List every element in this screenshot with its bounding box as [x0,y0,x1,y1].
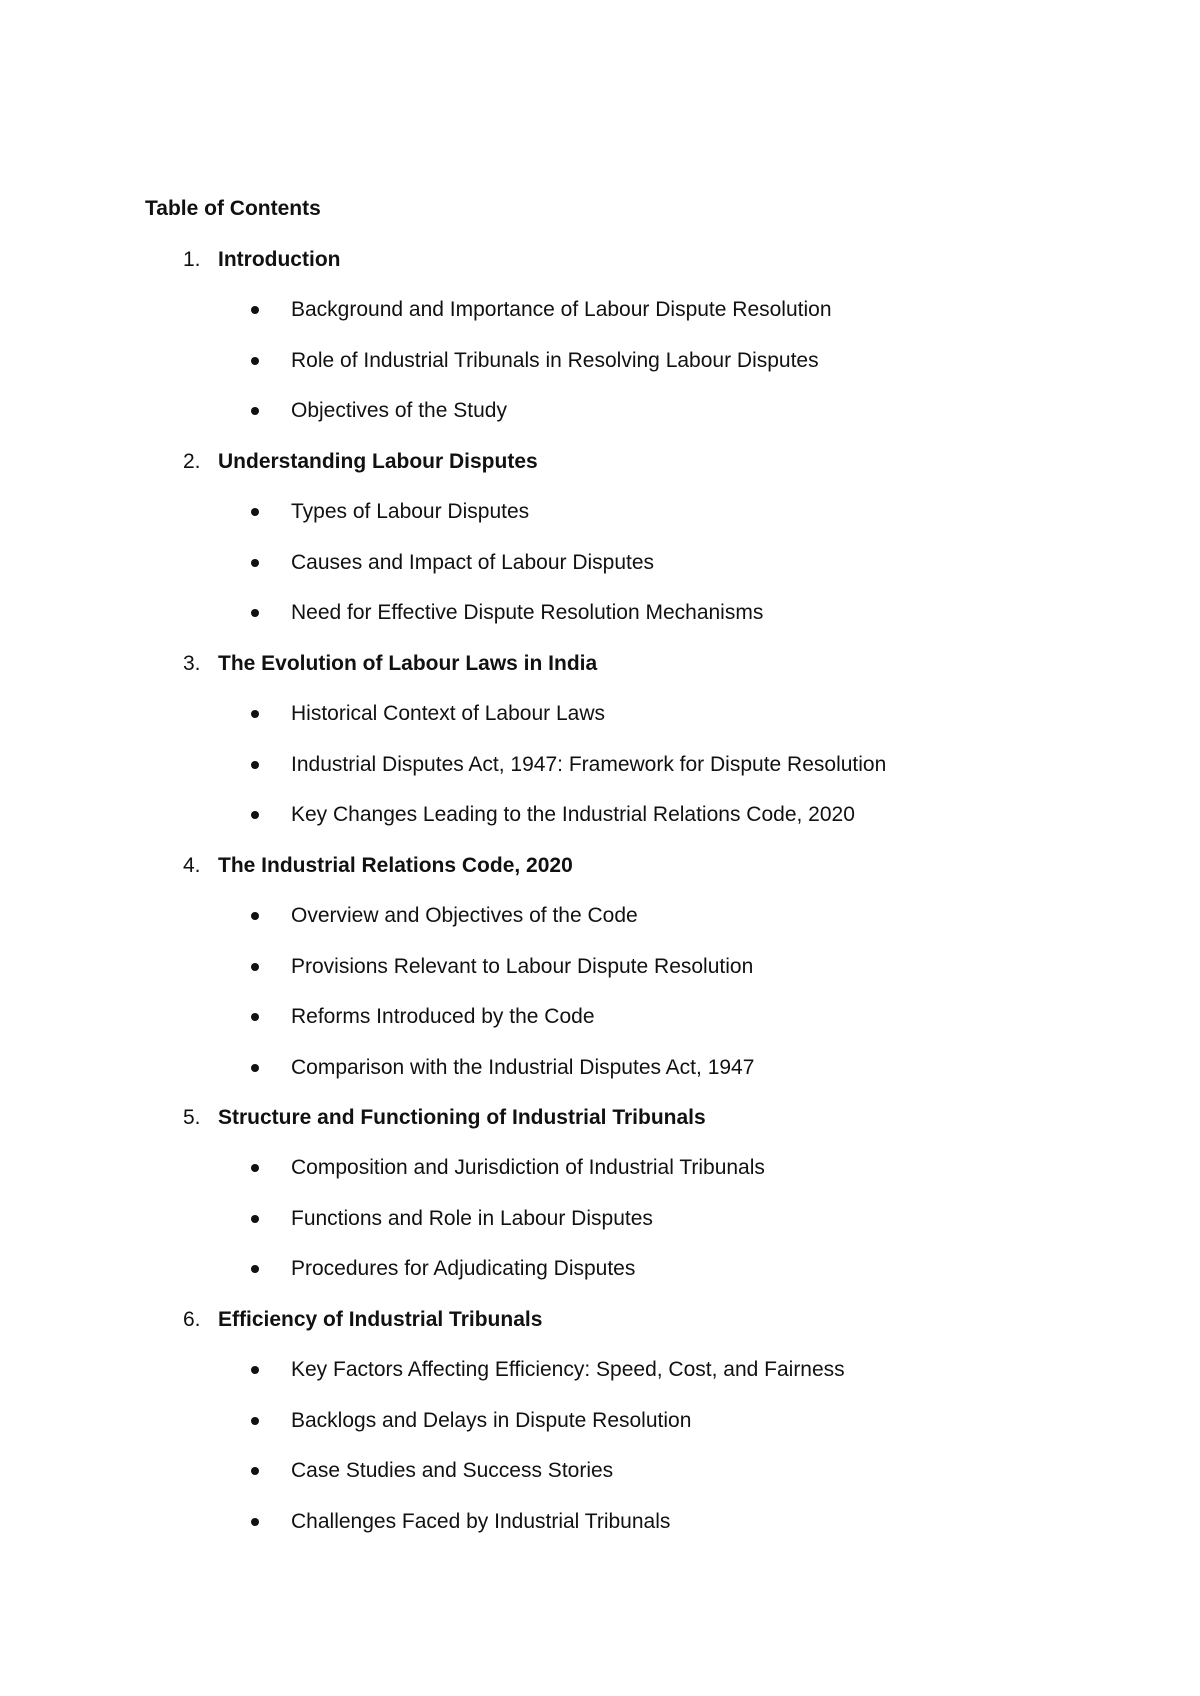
list-item-text: Role of Industrial Tribunals in Resolving Labour Disputes [291,349,819,372]
list-item [0,1458,1200,1484]
section-heading [0,1307,1200,1333]
list-item [0,1206,1200,1232]
list-item [0,1055,1200,1081]
bullet-icon [251,609,259,617]
section-number: 3. [183,652,201,675]
bullet-icon [251,1467,259,1475]
list-item [0,1155,1200,1181]
section-title: The Evolution of Labour Laws in India [218,652,598,675]
list-item [0,1509,1200,1535]
list-item-text: Causes and Impact of Labour Disputes [291,551,655,574]
list-item [0,903,1200,929]
section-number: 1. [183,248,201,271]
list-item-text: Composition and Jurisdiction of Industrial Tribunals [291,1156,765,1179]
bullet-icon [251,1417,259,1425]
list-item-text: Key Factors Affecting Efficiency: Speed, Cost, and Fairness [291,1358,845,1381]
bullet-icon [251,559,259,567]
list-item-text: Industrial Disputes Act, 1947: Framework for Dispute Resolution [291,753,887,776]
list-item [0,1357,1200,1383]
section-heading [0,651,1200,677]
list-item [0,398,1200,424]
list-item [0,297,1200,323]
section-title: Efficiency of Industrial Tribunals [218,1308,543,1331]
list-item [0,550,1200,576]
list-item-text: Backlogs and Delays in Dispute Resolution [291,1409,692,1432]
section-title: Understanding Labour Disputes [218,450,538,473]
section-heading [0,1105,1200,1131]
list-item-text: Historical Context of Labour Laws [291,702,605,725]
bullet-icon [251,1013,259,1021]
list-item [0,752,1200,778]
bullet-icon [251,357,259,365]
list-item-text: Key Changes Leading to the Industrial Relations Code, 2020 [291,803,855,826]
bullet-icon [251,508,259,516]
bullet-icon [251,407,259,415]
toc-title: Table of Contents [145,197,321,220]
list-item-text: Background and Importance of Labour Dispute Resolution [291,298,832,321]
list-item-text: Functions and Role in Labour Disputes [291,1207,653,1230]
list-item [0,1408,1200,1434]
bullet-icon [251,1366,259,1374]
section-title: Structure and Functioning of Industrial Tribunals [218,1106,706,1129]
bullet-icon [251,1265,259,1273]
list-item-text: Types of Labour Disputes [291,500,530,523]
list-item-text: Procedures for Adjudicating Disputes [291,1257,636,1280]
list-item [0,954,1200,980]
bullet-icon [251,306,259,314]
list-item [0,701,1200,727]
section-heading [0,853,1200,879]
section-title: The Industrial Relations Code, 2020 [218,854,573,877]
bullet-icon [251,1064,259,1072]
section-title: Introduction [218,248,341,271]
list-item-text: Provisions Relevant to Labour Dispute Resolution [291,955,754,978]
bullet-icon [251,811,259,819]
section-heading [0,247,1200,273]
list-item-text: Case Studies and Success Stories [291,1459,614,1482]
bullet-icon [251,761,259,769]
list-item [0,802,1200,828]
section-heading [0,449,1200,475]
list-item [0,1256,1200,1282]
bullet-icon [251,1164,259,1172]
bullet-icon [251,710,259,718]
list-item-text: Reforms Introduced by the Code [291,1005,595,1028]
list-item-text: Overview and Objectives of the Code [291,904,638,927]
bullet-icon [251,963,259,971]
list-item-text: Comparison with the Industrial Disputes Act, 1947 [291,1056,755,1079]
section-number: 4. [183,854,201,877]
list-item-text: Need for Effective Dispute Resolution Mechanisms [291,601,764,624]
list-item-text: Challenges Faced by Industrial Tribunals [291,1510,671,1533]
list-item [0,1004,1200,1030]
section-number: 6. [183,1308,201,1331]
list-item [0,499,1200,525]
list-item [0,600,1200,626]
bullet-icon [251,1518,259,1526]
bullet-icon [251,1215,259,1223]
bullet-icon [251,912,259,920]
section-number: 2. [183,450,201,473]
list-item-text: Objectives of the Study [291,399,507,422]
list-item [0,348,1200,374]
section-number: 5. [183,1106,201,1129]
